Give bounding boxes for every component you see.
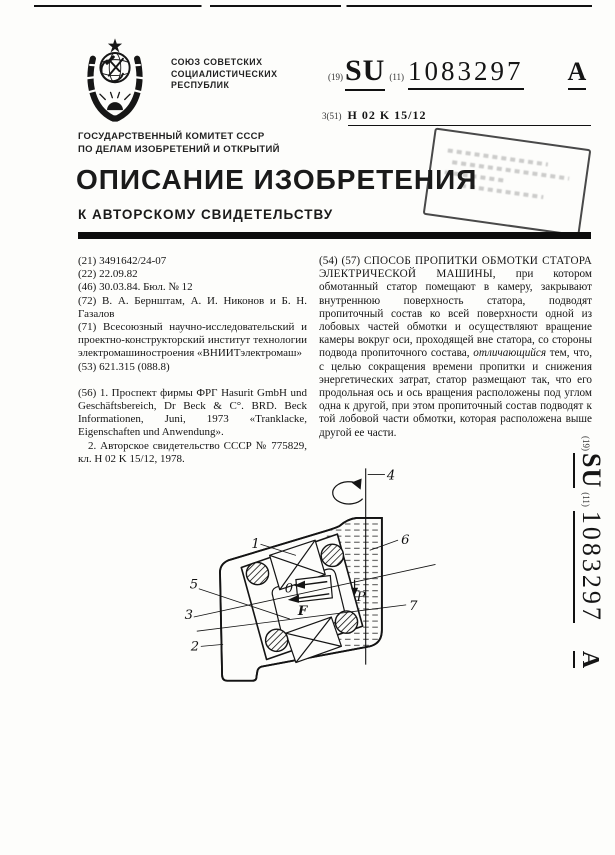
figure-label-1: 1 (251, 537, 260, 553)
committee-line: ГОСУДАРСТВЕННЫЙ КОМИТЕТ СССР (78, 131, 265, 142)
code-11-label: (11) (389, 72, 405, 82)
field-72-inventors: (72) В. А. Бернштам, А. И. Никонов и Б. Н. Газалов (78, 294, 307, 320)
side-country-code: SU (573, 453, 606, 488)
field-71-applicant: (71) Всесоюзный научно-исследовательский и проектно-конструкторский институт технологии электромашиностроения «ВНИИТэлектромаш» (78, 321, 307, 360)
committee-line: ПО ДЕЛАМ ИЗОБРЕТЕНИЙ И ОТКРЫТИЙ (78, 144, 280, 155)
field-21-application: (21) 3491642/24-07 (78, 255, 167, 267)
side-document-id (566, 436, 606, 718)
field-56-reference-1: (56) 1. Проспект фирмы ФРГ Hasurit GmbH und Geschäftsbereich, Dr Beck & C°. BRD. Beck Informationen, Juni, 1973 «Tranklacke, Eigenschaften und Anwendung». (78, 386, 307, 439)
divider-bar (78, 232, 591, 239)
end-winding-section (321, 544, 343, 566)
figure-label-F: F (297, 604, 308, 620)
ussr-coat-of-arms-icon (84, 36, 146, 124)
union-line: СОЦИАЛИСТИЧЕСКИХ (171, 68, 278, 79)
figure-label-O: 0 (284, 581, 294, 597)
end-winding-section (266, 629, 288, 651)
top-rule (34, 5, 592, 7)
ipc-class: H 02 K 15/12 (348, 108, 591, 126)
patent-figure (126, 466, 482, 762)
claim-part-2: тем, что, с целью сокращения времени пропитки и снижения энергетических затрат, статор размещают так, что его продольная ось и ось вращения расположены под углом одна к другой, при этом пропиточный состав подводят к той лобовой части обмотки, которая расположена выше другой ее части. (319, 347, 592, 439)
figure-label-6: 6 (401, 533, 410, 549)
figure-label-3: 3 (184, 608, 194, 624)
field-22-filing-date: (22) 22.09.82 (78, 268, 138, 281)
document-id-header (328, 54, 586, 91)
kind-code: A (568, 57, 587, 90)
union-name (171, 57, 277, 92)
ipc-prefix: 3(51) (322, 111, 342, 121)
abstract-column (319, 255, 592, 466)
figure-label-7: 7 (409, 598, 418, 614)
committee-name (78, 130, 280, 156)
claim-part-1: при котором обмотанный статор помещают в камеру, закрывают внутреннюю поверхность статора, подводят пропиточный состав ко всей поверхности одной из лобовых частей обмотки и осуществляют вращение камеры вокруг оси, проходящей вне статора, со стороны подвода пропиточного состава, (319, 268, 592, 360)
page-title: ОПИСАНИЕ ИЗОБРЕТЕНИЯ (76, 164, 478, 195)
claim-distinctive-word: отличающийся (473, 347, 547, 360)
side-code-11: (11) (581, 492, 591, 507)
side-code-19: (19) (581, 436, 591, 451)
abstract-text (319, 255, 592, 440)
biblio-columns (78, 255, 592, 466)
side-doc-number: 1083297 (573, 511, 606, 623)
end-winding-section (335, 611, 357, 633)
union-line: СОЮЗ СОВЕТСКИХ (171, 57, 263, 67)
invention-title: СПОСОБ ПРОПИТКИ ОБМОТКИ СТАТОРА ЭЛЕКТРИЧЕСКОЙ МАШИНЫ, (319, 255, 592, 281)
figure-label-4: 4 (386, 468, 396, 484)
code-19-label: (19) (328, 72, 343, 82)
union-line: РЕСПУБЛИК (171, 80, 230, 90)
figure-label-2: 2 (190, 639, 200, 655)
country-code: SU (345, 54, 385, 91)
figure-label-P: P (356, 589, 366, 605)
side-kind-code: A (573, 651, 603, 668)
page-subtitle: К АВТОРСКОМУ СВИДЕТЕЛЬСТВУ (78, 207, 334, 222)
field-54-57-codes: (54) (57) (319, 255, 361, 267)
field-46-publication: (46) 30.03.84. Бюл. № 12 (78, 281, 193, 294)
end-winding-section (246, 562, 268, 584)
ipc-class-line (322, 108, 591, 126)
doc-number: 1083297 (408, 56, 524, 90)
field-53-udc: (53) 621.315 (088.8) (78, 360, 170, 373)
biblio-left-column (78, 255, 307, 466)
field-56-reference-2: 2. Авторское свидетельство СССР № 775829, кл. H 02 K 15/12, 1978. (78, 439, 307, 465)
figure-label-5: 5 (189, 577, 199, 593)
